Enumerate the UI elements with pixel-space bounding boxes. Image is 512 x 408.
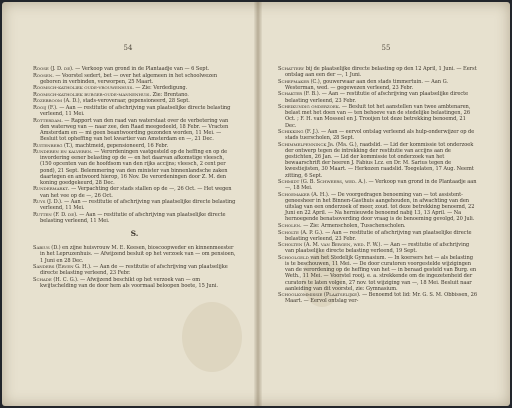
right-page [262,2,510,406]
index-entry [33,199,236,211]
index-entry [33,85,236,91]
entry-heading: Rotterdam. [33,117,63,124]
index-entry [33,277,236,289]
entry-text: — Aan — restitutie of afschrijving van plaatselijke directe belasting verleend, 11 Mei. [40,199,236,212]
index-entry [33,66,236,72]
entry-heading: Scheikundig onderzoek. [278,104,341,111]
entry-text: — Verkoop van grond in de Plantaadje aan —, 18 Mei. [285,179,477,192]
entry-heading: Roomsch-katholiek oude-vrouwenhuis. [33,85,134,92]
entry-text: — Verpachting der stads stallen op de —, 26 Oct. — Het wegen van het vee op de —, 26 Oct. [40,186,232,199]
left-page [2,2,254,406]
entry-heading: Rundermarkt. [33,186,70,193]
index-entry [278,179,478,191]
index-entry [278,142,478,179]
right-page-body [278,66,478,305]
entry-text: van het Stedelijk Gymnasium. — In koersers het — als belasting is te beschouwen, 11 Mei. — De door curatoren voorgestelde wijzigingen van de verordening op de heffing van het — in beraad gesteld van Burg. en Weth., 11 Mei. — Voorstel rooij. e. a. strekkende om de ingezetenheid der curators te laten volgen, 27 nov. tot wijziging van —, 18 Mei. Besluit naar aanleiding van dit voorstel, zie: Gymnasium. [285,254,477,292]
entry-heading: Rooij (F.). [33,104,58,111]
entry-heading: Schakter (F. B.). [278,91,321,98]
index-entry [278,79,478,91]
right-page-number: 55 [381,44,391,52]
book-gutter [254,2,262,406]
index-entry [33,245,236,263]
entry-text: — Verkoop van grond in de Plantaadje van — 6 Sept. [75,66,210,72]
index-entry [33,186,236,198]
entry-text: — Aan — restitutie of afschrijving van plaatselijke directe belasting verleend, 19 Sept. [285,242,470,255]
index-entry [33,143,236,149]
index-entry [278,242,478,254]
entry-heading: Runderen en kalveren. [33,149,93,156]
index-entries-r [33,66,236,224]
index-entry [278,255,478,292]
entry-heading: Scholte (A. P. G.). [278,229,324,236]
entry-text: — Zie: Armenscholen, Tusschenscholen. [303,223,406,230]
entry-heading: Rozebroom (A. D.), [33,98,82,105]
index-entry [278,104,478,129]
index-entry [278,292,478,304]
index-entry [278,66,478,78]
entry-heading: Schade (H. C. G.). [33,276,79,283]
entry-text: Zie: Brentano. [152,91,189,98]
entry-text: bij de plaatselijke directe belasting op den 12 April, 1 Juni. — Eerst ontslag aan een der —, 1 Juni. [285,66,477,79]
entry-text: — Rapport van den raad van waterstaat over de verbetering van den waterweg van — naar zee, den Raad meegedeeld, 18 Febr. — Vracten Amsterdam en — mi geen beantwoording gezonden worden, 11 Mei. — Besluit tot opheffing van het kwartier van Amsterdam en —, 21 Dec. [40,117,229,143]
entry-heading: Rutten (F. D. de). [33,211,78,218]
entry-heading: Schmidt (G. B. Schweers, wed. A.). [278,179,367,186]
entry-text: — Voorstel sedert, bet — over het algemeen in het schoolwezen geboren in verbinden, verworpen, 25 Maart. [40,72,218,85]
entry-text: — Aan — restitutie of afschrijving van plaatselijke directe belasting verleend, 11 Mei. [40,104,231,118]
entry-text: — Afwijzend beschikt op het verzoek van — om kwijtschelding van de door hem als voormaal beloopen boete, 15 Juni. [40,276,218,289]
entry-text: — Benoemd tot lid: Mr. G. S. M. Obbissen, 26 Maart. — Eervol ontslag ver- [285,292,478,305]
entry-heading: Scholten (A. M. van Bergen, wed. F. W.). [278,242,382,249]
entry-heading: Ruys (J. D.). [33,199,63,206]
entry-heading: Sabius (D.) [33,245,61,252]
entry-text: machtmeid, gepensioneerd, 16 Febr. [75,142,169,149]
entry-text: stads-veroveraar, gepensioneerd, 28 Sept. [82,98,190,105]
entry-text: — Aan — restitutie of afschrijving van plaatselijke directe belasting verleend, 23 Febr. [285,229,472,242]
entry-heading: Schoolkommissie (Plaatselijke). [278,292,361,299]
index-entry [33,118,236,143]
entry-heading: Schattery [278,66,305,72]
entry-heading: Roose (J. D. de). [33,66,74,72]
entry-heading: Schimmelpenninck Jr. (Mr. G.), [278,141,359,148]
entry-text: — Aan — restitutie of afschrijving van plaatselijke directe belasting verleend, 23 Febr. [285,91,469,104]
entry-text: en zijne huisvrouw M. E. Keesen, bioscoopweder en kinnenmeester in het Lepruzenhuis. — Afwijzend besluit op het verzoek van — om pensioen, 1 Juni en 28 Dec. [40,245,236,264]
entry-text: raadslid. — Lid der kommissie tot onderzoek der ontwerp tegen de intrekking der restitutie van accijns aan de gestichten, 26 Jan. — Lid der kommissie tot onderzoek van het bewaarschrift der heeren J. Fabius Lcz. en Dr. M. Sarius tegen de kwestiejisten, 30 Maart. — Herkozen raadslid. Toegelaten, 17 Aug. Neemt zitting, 6 Sept. [285,141,474,179]
entry-heading: Schepmaker (C.), [278,78,322,85]
left-page-number: 54 [123,44,133,52]
index-entry [33,212,236,224]
index-entry [33,264,236,276]
entry-heading: Schoemaker (A. H.). [278,191,330,198]
index-entry [278,223,478,229]
entry-text: — Aan de — restitutie of afschrijving van plaatselijke directe belasting verleend, 23 Febr. [40,264,228,277]
entry-heading: Roomsch-katholiek burger-oude-mannenhuis. [33,91,152,98]
index-entry [33,73,236,85]
entry-heading: Roosen. [33,72,54,79]
entry-text: — Besluit tot het aanstellen van twee ambtenaren, belast met het doen van — ten behoeve van de stedelijke belastingen, 26 Oct. ; F. H. van Mosseel en J. Trooijen tot deze betrekking benoemd, 21 Dec. [285,104,471,129]
entry-text: — Verordeningen vastgesteld op de heffing en op de invordering eener belasting op de — en het daarvan afkomstige vleesch, (150 opcenten van de hoofdsom van den rijks accijns; vleesch, 2 cent per pond), 21 Sept. Belemmering van den minister van binnenlandsche zaken daartegen en antwoord hierop, 16 Nov. De verordeningen door Z. M. den koning goedgekeurd, 28 Dec. [40,149,228,186]
index-entry [278,91,478,103]
index-entry [278,129,478,141]
entry-text: — Aan — eervol ontslag verleend als hulp-onderwijzer op de stads tuerscholen, 28 Sept. [285,129,475,142]
entry-heading: Ruitenberg (T.), [33,142,74,149]
index-entries-right [278,66,478,305]
index-entry [278,192,478,223]
section-letter: S. [130,229,139,239]
entry-text: — Zie: Verdedigung. [135,85,188,92]
index-entry [33,105,236,117]
entry-text: — De voorgedragen benoeming van — tot assistent-geneesheer in het Binnen-Gasthuis aangehouden, in afwachting van den uitslag van een onderzoek of meer, zoud. tot deze betrekking benoemd, 22 Juni en 22 April. — Na hernieuwde benoemd nabij 13, 13 April. — Na hernoegende benatsoverding door vraag is de benoeming gevolgd, 20 Juli. [285,191,475,223]
left-page-body [33,66,236,289]
entry-heading: Schikking (F. J.). [278,129,320,136]
entry-text: gouwerwaar aan den stads timmertuin. — Aan G. Westerman, wed. — gegewezen verleend, 23 Febr. [285,78,448,91]
index-entries-s [33,245,236,289]
index-entry [33,98,236,104]
index-entry [33,149,236,186]
entry-text: — Aan — restitutie of afschrijving van plaatselijke directe belasting verleend, 11 Mei. [40,211,226,225]
entry-heading: Scholen. [278,223,302,230]
entry-heading: Sanders (Erven G. H.). [33,264,92,271]
entry-heading: Schoolgeld [278,254,309,261]
book-spread [2,2,510,406]
index-entry [278,230,478,242]
